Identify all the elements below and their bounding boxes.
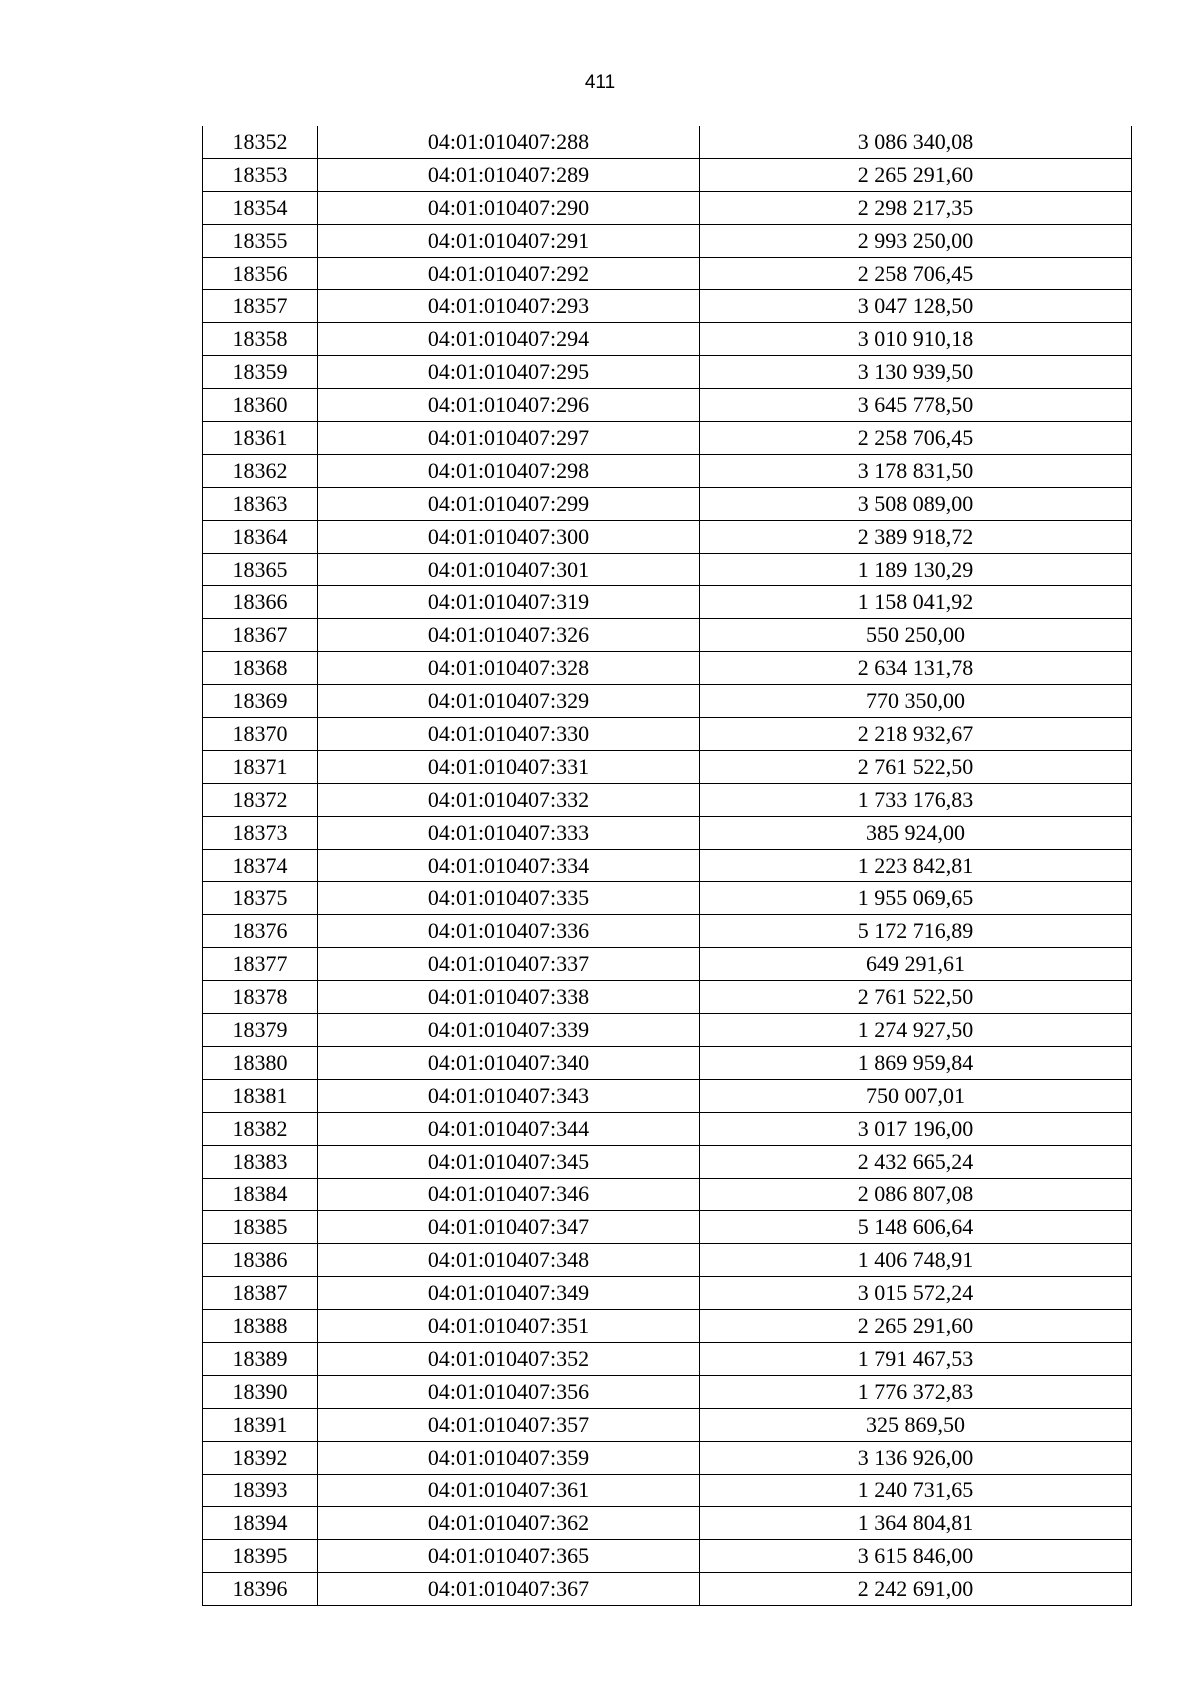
row-number-cell: 18392 <box>203 1441 318 1474</box>
cadastral-number-cell: 04:01:010407:356 <box>318 1375 700 1408</box>
cadastral-value-cell: 5 172 716,89 <box>700 915 1132 948</box>
table-body <box>203 126 1132 1606</box>
row-number-cell: 18373 <box>203 816 318 849</box>
cadastral-value-cell: 3 645 778,50 <box>700 389 1132 422</box>
cadastral-value-cell: 3 086 340,08 <box>700 126 1132 158</box>
cadastral-number-cell: 04:01:010407:336 <box>318 915 700 948</box>
table-row <box>203 981 1132 1014</box>
row-number-cell: 18362 <box>203 454 318 487</box>
cadastral-value-cell: 1 955 069,65 <box>700 882 1132 915</box>
row-number-cell: 18376 <box>203 915 318 948</box>
cadastral-value-cell: 2 265 291,60 <box>700 158 1132 191</box>
table-row <box>203 1112 1132 1145</box>
cadastral-number-cell: 04:01:010407:333 <box>318 816 700 849</box>
cadastral-value-cell: 2 761 522,50 <box>700 981 1132 1014</box>
table-row <box>203 520 1132 553</box>
row-number-cell: 18390 <box>203 1375 318 1408</box>
cadastral-number-cell: 04:01:010407:359 <box>318 1441 700 1474</box>
cadastral-number-cell: 04:01:010407:329 <box>318 685 700 718</box>
cadastral-number-cell: 04:01:010407:292 <box>318 257 700 290</box>
row-number-cell: 18372 <box>203 783 318 816</box>
table-row <box>203 1573 1132 1606</box>
cadastral-number-cell: 04:01:010407:352 <box>318 1342 700 1375</box>
cadastral-number-cell: 04:01:010407:319 <box>318 586 700 619</box>
cadastral-value-cell: 3 508 089,00 <box>700 487 1132 520</box>
cadastral-number-cell: 04:01:010407:296 <box>318 389 700 422</box>
cadastral-value-cell: 1 364 804,81 <box>700 1507 1132 1540</box>
cadastral-number-cell: 04:01:010407:291 <box>318 224 700 257</box>
cadastral-value-cell: 1 274 927,50 <box>700 1014 1132 1047</box>
cadastral-number-cell: 04:01:010407:339 <box>318 1014 700 1047</box>
cadastral-value-cell: 1 791 467,53 <box>700 1342 1132 1375</box>
cadastral-value-cell: 3 017 196,00 <box>700 1112 1132 1145</box>
row-number-cell: 18358 <box>203 323 318 356</box>
table-row <box>203 1244 1132 1277</box>
row-number-cell: 18382 <box>203 1112 318 1145</box>
table-row <box>203 1342 1132 1375</box>
cadastral-value-cell: 385 924,00 <box>700 816 1132 849</box>
cadastral-number-cell: 04:01:010407:294 <box>318 323 700 356</box>
table-row <box>203 783 1132 816</box>
table-row <box>203 652 1132 685</box>
cadastral-value-cell: 3 178 831,50 <box>700 454 1132 487</box>
cadastral-number-cell: 04:01:010407:340 <box>318 1046 700 1079</box>
cadastral-value-cell: 2 432 665,24 <box>700 1145 1132 1178</box>
table-row <box>203 1178 1132 1211</box>
table-row <box>203 389 1132 422</box>
row-number-cell: 18379 <box>203 1014 318 1047</box>
row-number-cell: 18384 <box>203 1178 318 1211</box>
table-row <box>203 422 1132 455</box>
row-number-cell: 18391 <box>203 1408 318 1441</box>
cadastral-value-cell: 1 240 731,65 <box>700 1474 1132 1507</box>
cadastral-value-cell: 2 218 932,67 <box>700 718 1132 751</box>
cadastral-value-cell: 5 148 606,64 <box>700 1211 1132 1244</box>
table-row <box>203 816 1132 849</box>
table-row <box>203 257 1132 290</box>
cadastral-value-cell: 2 298 217,35 <box>700 191 1132 224</box>
table-row <box>203 487 1132 520</box>
row-number-cell: 18360 <box>203 389 318 422</box>
table-row <box>203 619 1132 652</box>
cadastral-value-cell: 1 869 959,84 <box>700 1046 1132 1079</box>
row-number-cell: 18377 <box>203 948 318 981</box>
row-number-cell: 18364 <box>203 520 318 553</box>
cadastral-number-cell: 04:01:010407:343 <box>318 1079 700 1112</box>
table-row <box>203 126 1132 158</box>
table-row <box>203 750 1132 783</box>
cadastral-number-cell: 04:01:010407:345 <box>318 1145 700 1178</box>
cadastral-value-cell: 2 389 918,72 <box>700 520 1132 553</box>
row-number-cell: 18371 <box>203 750 318 783</box>
cadastral-number-cell: 04:01:010407:362 <box>318 1507 700 1540</box>
table-row <box>203 1079 1132 1112</box>
cadastral-number-cell: 04:01:010407:326 <box>318 619 700 652</box>
row-number-cell: 18385 <box>203 1211 318 1244</box>
cadastral-number-cell: 04:01:010407:288 <box>318 126 700 158</box>
cadastral-value-cell: 2 258 706,45 <box>700 422 1132 455</box>
cadastral-number-cell: 04:01:010407:361 <box>318 1474 700 1507</box>
row-number-cell: 18357 <box>203 290 318 323</box>
cadastral-number-cell: 04:01:010407:301 <box>318 553 700 586</box>
cadastral-number-cell: 04:01:010407:357 <box>318 1408 700 1441</box>
cadastral-number-cell: 04:01:010407:337 <box>318 948 700 981</box>
cadastral-value-cell: 2 258 706,45 <box>700 257 1132 290</box>
cadastral-number-cell: 04:01:010407:332 <box>318 783 700 816</box>
cadastral-number-cell: 04:01:010407:295 <box>318 356 700 389</box>
cadastral-value-cell: 649 291,61 <box>700 948 1132 981</box>
cadastral-value-cell: 3 047 128,50 <box>700 290 1132 323</box>
table-row <box>203 586 1132 619</box>
cadastral-number-cell: 04:01:010407:331 <box>318 750 700 783</box>
table-row <box>203 882 1132 915</box>
cadastral-value-cell: 2 242 691,00 <box>700 1573 1132 1606</box>
cadastral-value-cell: 2 993 250,00 <box>700 224 1132 257</box>
table-row <box>203 158 1132 191</box>
table-row <box>203 1145 1132 1178</box>
table-row <box>203 1375 1132 1408</box>
cadastral-value-cell: 1 776 372,83 <box>700 1375 1132 1408</box>
cadastral-value-cell: 2 265 291,60 <box>700 1310 1132 1343</box>
table-row <box>203 191 1132 224</box>
cadastral-value-cell: 1 189 130,29 <box>700 553 1132 586</box>
row-number-cell: 18393 <box>203 1474 318 1507</box>
row-number-cell: 18378 <box>203 981 318 1014</box>
table-row <box>203 915 1132 948</box>
cadastral-value-cell: 1 406 748,91 <box>700 1244 1132 1277</box>
cadastral-number-cell: 04:01:010407:365 <box>318 1540 700 1573</box>
cadastral-number-cell: 04:01:010407:298 <box>318 454 700 487</box>
cadastral-value-cell: 550 250,00 <box>700 619 1132 652</box>
cadastral-value-cell: 3 015 572,24 <box>700 1277 1132 1310</box>
row-number-cell: 18381 <box>203 1079 318 1112</box>
row-number-cell: 18352 <box>203 126 318 158</box>
cadastral-number-cell: 04:01:010407:344 <box>318 1112 700 1145</box>
cadastral-number-cell: 04:01:010407:338 <box>318 981 700 1014</box>
cadastral-value-cell: 2 761 522,50 <box>700 750 1132 783</box>
row-number-cell: 18396 <box>203 1573 318 1606</box>
row-number-cell: 18354 <box>203 191 318 224</box>
row-number-cell: 18366 <box>203 586 318 619</box>
table-row <box>203 1046 1132 1079</box>
row-number-cell: 18394 <box>203 1507 318 1540</box>
table-row <box>203 1507 1132 1540</box>
table-row <box>203 323 1132 356</box>
cadastral-value-cell: 770 350,00 <box>700 685 1132 718</box>
row-number-cell: 18380 <box>203 1046 318 1079</box>
cadastral-number-cell: 04:01:010407:293 <box>318 290 700 323</box>
row-number-cell: 18375 <box>203 882 318 915</box>
table-row <box>203 849 1132 882</box>
cadastral-value-cell: 3 136 926,00 <box>700 1441 1132 1474</box>
cadastral-value-cell: 3 615 846,00 <box>700 1540 1132 1573</box>
table-row <box>203 1441 1132 1474</box>
row-number-cell: 18368 <box>203 652 318 685</box>
cadastral-number-cell: 04:01:010407:299 <box>318 487 700 520</box>
cadastral-number-cell: 04:01:010407:289 <box>318 158 700 191</box>
table-row <box>203 948 1132 981</box>
table-row <box>203 1474 1132 1507</box>
row-number-cell: 18395 <box>203 1540 318 1573</box>
row-number-cell: 18355 <box>203 224 318 257</box>
table-row <box>203 356 1132 389</box>
cadastral-number-cell: 04:01:010407:349 <box>318 1277 700 1310</box>
table-row <box>203 1310 1132 1343</box>
cadastral-number-cell: 04:01:010407:334 <box>318 849 700 882</box>
cadastral-number-cell: 04:01:010407:330 <box>318 718 700 751</box>
cadastral-value-cell: 325 869,50 <box>700 1408 1132 1441</box>
cadastral-value-cell: 1 158 041,92 <box>700 586 1132 619</box>
cadastral-value-cell: 1 733 176,83 <box>700 783 1132 816</box>
cadastral-number-cell: 04:01:010407:328 <box>318 652 700 685</box>
cadastral-number-cell: 04:01:010407:347 <box>318 1211 700 1244</box>
table-row <box>203 1014 1132 1047</box>
cadastral-value-cell: 3 130 939,50 <box>700 356 1132 389</box>
row-number-cell: 18386 <box>203 1244 318 1277</box>
row-number-cell: 18388 <box>203 1310 318 1343</box>
row-number-cell: 18370 <box>203 718 318 751</box>
row-number-cell: 18363 <box>203 487 318 520</box>
cadastral-number-cell: 04:01:010407:300 <box>318 520 700 553</box>
row-number-cell: 18356 <box>203 257 318 290</box>
cadastral-number-cell: 04:01:010407:367 <box>318 1573 700 1606</box>
row-number-cell: 18367 <box>203 619 318 652</box>
cadastral-number-cell: 04:01:010407:346 <box>318 1178 700 1211</box>
table-row <box>203 454 1132 487</box>
table-row <box>203 290 1132 323</box>
row-number-cell: 18361 <box>203 422 318 455</box>
table-row <box>203 553 1132 586</box>
table-row <box>203 224 1132 257</box>
cadastral-value-cell: 750 007,01 <box>700 1079 1132 1112</box>
cadastral-number-cell: 04:01:010407:351 <box>318 1310 700 1343</box>
row-number-cell: 18383 <box>203 1145 318 1178</box>
cadastral-value-cell: 2 086 807,08 <box>700 1178 1132 1211</box>
page-number: 411 <box>584 72 616 93</box>
cadastral-number-cell: 04:01:010407:348 <box>318 1244 700 1277</box>
row-number-cell: 18369 <box>203 685 318 718</box>
cadastral-number-cell: 04:01:010407:290 <box>318 191 700 224</box>
cadastral-number-cell: 04:01:010407:297 <box>318 422 700 455</box>
table-row <box>203 1277 1132 1310</box>
cadastral-value-cell: 1 223 842,81 <box>700 849 1132 882</box>
row-number-cell: 18365 <box>203 553 318 586</box>
table-row <box>203 685 1132 718</box>
table-row <box>203 1408 1132 1441</box>
cadastral-value-cell: 3 010 910,18 <box>700 323 1132 356</box>
cadastral-value-cell: 2 634 131,78 <box>700 652 1132 685</box>
row-number-cell: 18359 <box>203 356 318 389</box>
cadastral-value-table <box>202 126 1132 1606</box>
table-row <box>203 718 1132 751</box>
cadastral-number-cell: 04:01:010407:335 <box>318 882 700 915</box>
row-number-cell: 18389 <box>203 1342 318 1375</box>
table-row <box>203 1540 1132 1573</box>
row-number-cell: 18374 <box>203 849 318 882</box>
row-number-cell: 18387 <box>203 1277 318 1310</box>
table-row <box>203 1211 1132 1244</box>
row-number-cell: 18353 <box>203 158 318 191</box>
